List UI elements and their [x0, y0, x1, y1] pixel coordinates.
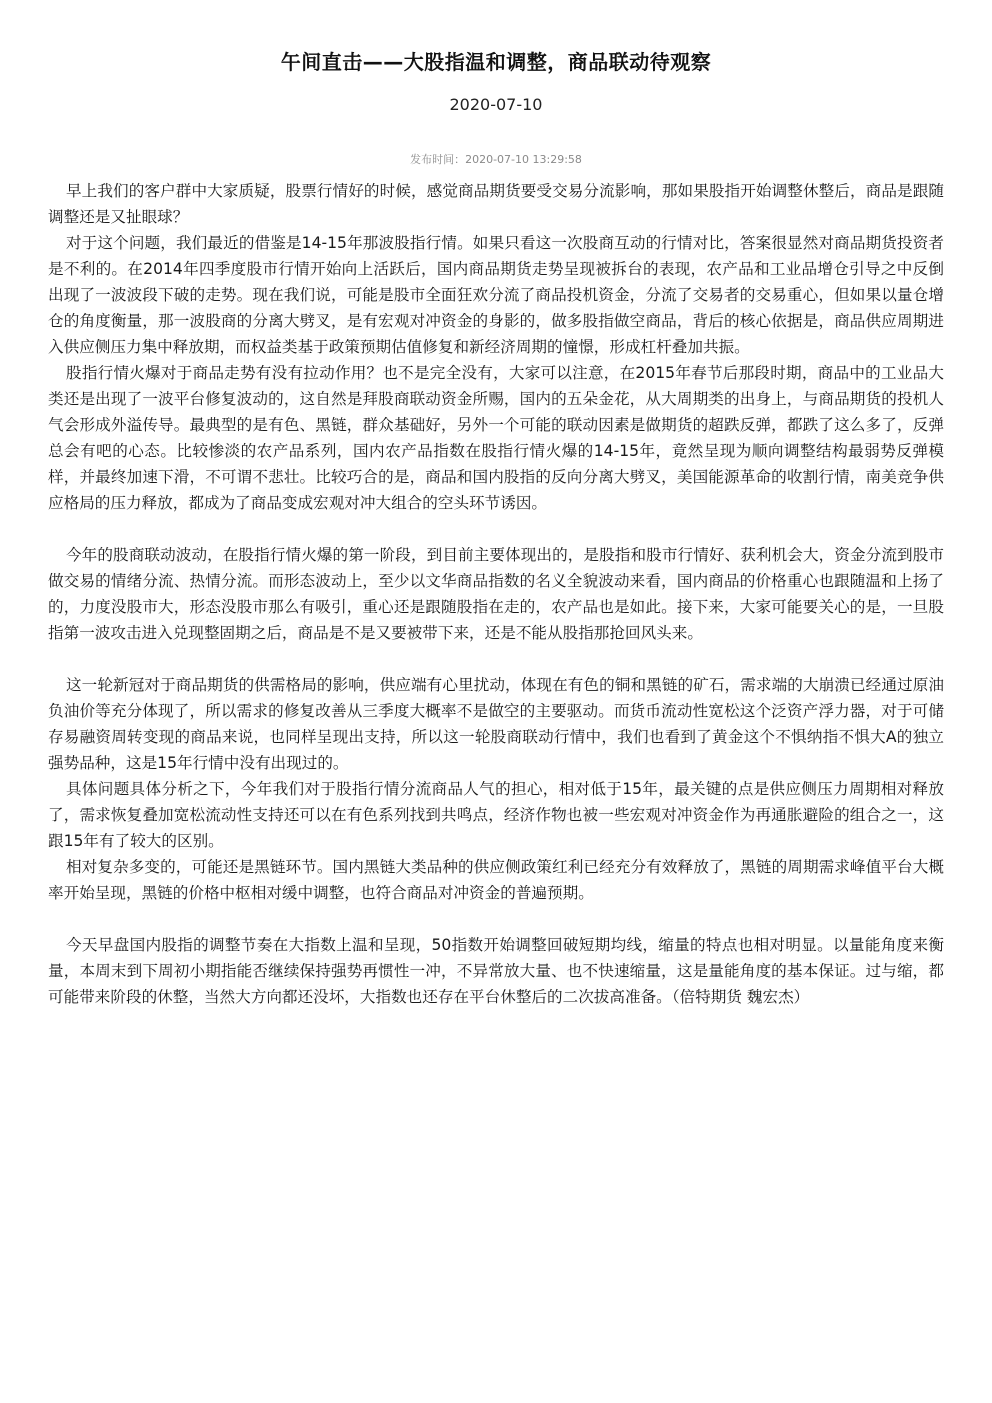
article-title: 午间直击——大股指温和调整，商品联动待观察 [280, 50, 712, 74]
paragraph: 相对复杂多变的，可能还是黑链环节。国内黑链大类品种的供应侧政策红利已经充分有效释放了，黑链的周期需求峰值平台大概率开始呈现，黑链的价格中枢相对缓中调整，也符合商品对冲资金的普遍预期。 [48, 858, 944, 902]
paragraph: 股指行情火爆对于商品走势有没有拉动作用？也不是完全没有，大家可以注意，在2015年春节后那段时期，商品中的工业品大类还是出现了一波平台修复波动的，这自然是拜股商联动资金所赐，国内的五朵金花，从大周期类的出身上，与商品期货的投机人气会形成外溢传导。最典型的是有色、黑链，群众基础好，另外一个可能的联动因素是做期货的超跌反弹，都跌了这么多了，反弹总会有吧的心态。比较惨淡的农产品系列，国内农产品指数在股指行情火爆的14-15年，竟然呈现为顺向调整结构最弱势反弹模样，并最终加速下滑，不可谓不悲壮。比较巧合的是，商品和国内股指的反向分离大劈叉，美国能源革命的收割行情，南美竞争供应格局的压力释放，都成为了商品变成宏观对冲大组合的空头环节诱因。 [48, 364, 944, 512]
publish-time-line [0, 151, 992, 167]
article-body [48, 178, 944, 1010]
publish-time-label: 发布时间： [410, 153, 466, 166]
paragraph: 今年的股商联动波动，在股指行情火爆的第一阶段，到目前主要体现出的，是股指和股市行情好、获利机会大，资金分流到股市做交易的情绪分流、热情分流。而形态波动上，至少以文华商品指数的名义全貌波动来看，国内商品的价格重心也跟随温和上扬了的，力度没股市大，形态没股市那么有吸引，重心还是跟随股指在走的，农产品也是如此。接下来，大家可能要关心的是，一旦股指第一波攻击进入兑现整固期之后，商品是不是又要被带下来，还是不能从股指那抢回风头来。 [48, 546, 944, 642]
paragraph: 具体问题具体分析之下，今年我们对于股指行情分流商品人气的担心，相对低于15年，最关键的点是供应侧压力周期相对释放了，需求恢复叠加宽松流动性支持还可以在有色系列找到共鸣点，经济作物也被一些宏观对冲资金作为再通胀避险的组合之一，这跟15年有了较大的区别。 [48, 780, 944, 850]
paragraph: 对于这个问题，我们最近的借鉴是14-15年那波股指行情。如果只看这一次股商互动的行情对比，答案很显然对商品期货投资者是不利的。在2014年四季度股市行情开始向上活跃后，国内商品期货走势呈现被拆台的表现，农产品和工业品增仓引导之中反倒出现了一波波段下破的走势。现在我们说，可能是股市全面狂欢分流了商品投机资金，分流了交易者的交易重心，但如果以量仓增仓的角度衡量，那一波股商的分离大劈叉，是有宏观对冲资金的身影的，做多股指做空商品，背后的核心依据是，商品供应周期进入供应侧压力集中释放期，而权益类基于政策预期估值修复和新经济周期的憧憬，形成杠杆叠加共振。 [48, 234, 944, 356]
paragraph: 早上我们的客户群中大家质疑，股票行情好的时候，感觉商品期货要受交易分流影响，那如果股指开始调整休整后，商品是跟随调整还是又扯眼球？ [48, 182, 944, 226]
paragraph: 这一轮新冠对于商品期货的供需格局的影响，供应端有心里扰动，体现在有色的铜和黑链的矿石，需求端的大崩溃已经通过原油负油价等充分体现了，所以需求的修复改善从三季度大概率不是做空的主要驱动。而货币流动性宽松这个泛资产浮力器，对于可储存易融资周转变现的商品来说，也同样呈现出支持，所以这一轮股商联动行情中，我们也看到了黄金这个不惧纳指不惧大A的独立强势品种，这是15年行情中没有出现过的。 [48, 676, 944, 772]
publish-time-value: 2020-07-10 13:29:58 [465, 153, 582, 166]
paragraph-spacer [48, 646, 944, 672]
paragraph-spacer [48, 516, 944, 542]
article-date: 2020-07-10 [449, 95, 543, 114]
paragraph-spacer [48, 906, 944, 932]
paragraph: 今天早盘国内股指的调整节奏在大指数上温和呈现，50指数开始调整回破短期均线，缩量的特点也相对明显。以量能角度来衡量，本周末到下周初小期指能否继续保持强势再惯性一冲，不异常放大量、也不快速缩量，这是量能角度的基本保证。过与缩，都可能带来阶段的休整，当然大方向都还没坏，大指数也还存在平台休整后的二次拔高准备。（倍特期货 魏宏杰） [48, 936, 944, 1006]
